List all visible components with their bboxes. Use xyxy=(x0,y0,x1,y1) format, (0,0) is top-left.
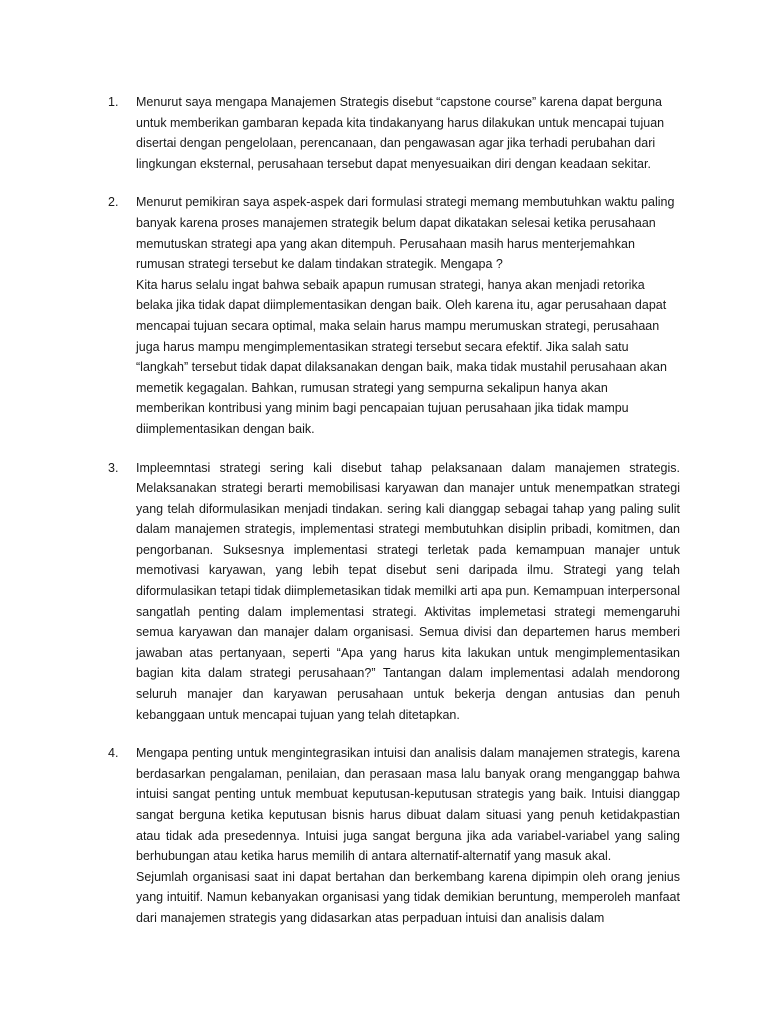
list-number: 4. xyxy=(108,746,119,761)
numbered-list xyxy=(108,92,680,947)
paragraph: Sejumlah organisasi saat ini dapat bertahan dan berkembang karena dipimpin oleh orang jenius yang intuitif. Namun kebanyakan organisasi yang tidak demikian beruntung, memperoleh manfaat dari manajemen strategis yang didasarkan atas perpaduan intuisi dan analisis dalam xyxy=(136,869,680,925)
list-number: 1. xyxy=(108,95,119,109)
list-item-4 xyxy=(108,743,680,928)
list-item-3 xyxy=(108,458,680,726)
list-number: 3. xyxy=(108,460,119,475)
paragraph: Menurut saya mengapa Manajemen Strategis disebut “capstone course” karena dapat berguna untuk memberikan gambaran kepada kita tindakanyang harus dilakukan untuk mencapai tujuan disertai dengan pengelolaan, perencanaan, dan pengawasan agar jika terhadi perubahan dari lingkungan eksternal, perusahaan tersebut dapat menyesuaikan diri dengan keadaan sekitar. xyxy=(136,95,665,171)
list-number: 2. xyxy=(108,195,119,210)
list-item-1 xyxy=(108,92,680,174)
paragraph: Menurut pemikiran saya aspek-aspek dari formulasi strategi memang membutuhkan waktu paling banyak karena proses manajemen strategik belum dapat dikatakan selesai ketika perusahaan memutuskan strategi apa yang akan ditempuh. Perusahaan masih harus menterjemahkan rumusan strategi tersebut ke dalam tindakan strategik. Mengapa ? xyxy=(136,195,675,272)
list-item-2 xyxy=(108,192,680,439)
paragraph: Mengapa penting untuk mengintegrasikan intuisi dan analisis dalam manajemen strategis, karena berdasarkan pengalaman, penilaian, dan perasaan masa lalu banyak orang menganggap bahwa intuisi sangat penting untuk membuat keputusan-keputusan strategis yang baik. Intuisi dianggap sangat berguna ketika keputusan bisnis harus dibuat dalam situasi yang penuh ketidakpastian atau tidak ada presedennya. Intuisi juga sangat berguna jika ada variabel-variabel yang saling berhubungan atau ketika harus memilih di antara alternatif-alternatif yang masuk akal. xyxy=(136,746,680,864)
paragraph: Kita harus selalu ingat bahwa sebaik apapun rumusan strategi, hanya akan menjadi retorika belaka jika tidak dapat diimplementasikan dengan baik. Oleh karena itu, agar perusahaan dapat mencapai tujuan secara optimal, maka selain harus mampu merumuskan strategi, perusahaan juga harus mampu mengimplementasikan strategi tersebut secara efektif. Jika salah satu “langkah” tersebut tidak dapat dilaksanakan dengan baik, maka tidak mustahil perusahaan akan memetik kegagalan. Bahkan, rumusan strategi yang sempurna sekalipun hanya akan memberikan kontribusi yang minim bagi pencapaian tujuan perusahaan jika tidak mampu diimplementasikan dengan baik. xyxy=(136,277,667,436)
paragraph: Impleemntasi strategi sering kali disebut tahap pelaksanaan dalam manajemen strategis. Melaksanakan strategi berarti memobilisasi karyawan dan manajer untuk menempatkan strategi yang telah diformulasikan menjadi tindakan. sering kali dianggap sebagai tahap yang paling sulit dalam manajemen strategis, implementasi strategi membutuhkan disiplin pribadi, komitmen, dan pengorbanan. Suksesnya implementasi strategi terletak pada kemampuan manajer untuk memotivasi karyawan, yang lebih tepat disebut seni daripada ilmu. Strategi yang telah diformulasikan tetapi tidak diimplemetasikan tidak memilki arti apa pun. Kemampuan interpersonal sangatlah penting dalam implementasi strategi. Aktivitas implemetasi strategi memengaruhi semua karyawan dan manajer dalam organisasi. Semua divisi dan departemen harus memberi jawaban atas pertanyaan, seperti “Apa yang harus kita lakukan untuk mengimplementasikan bagian kita dalam strategi perusahaan?” Tantangan dalam implementasi adalah mendorong seluruh manajer dan karyawan perusahaan untuk bekerja dengan antusias dan penuh kebanggaan untuk mencapai tujuan yang telah ditetapkan. xyxy=(136,460,680,722)
